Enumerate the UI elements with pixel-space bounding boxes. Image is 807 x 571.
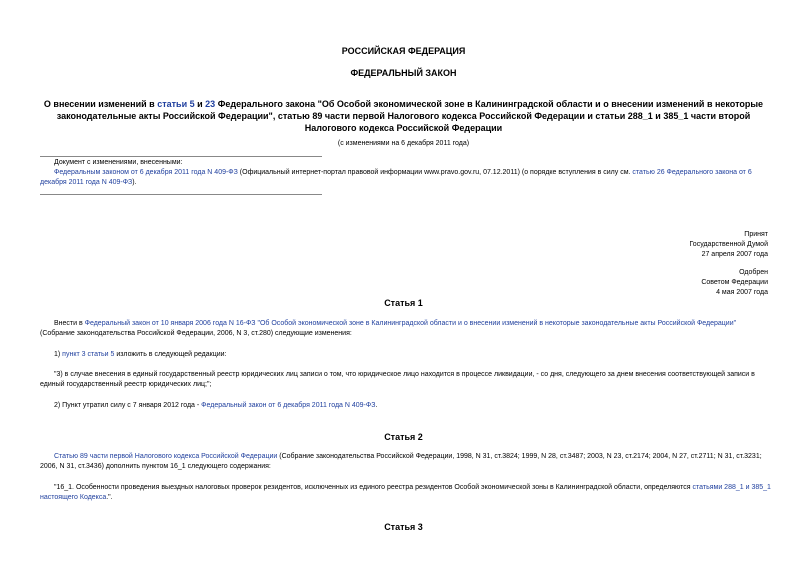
item-2-pre: 2) Пункт утратил силу с 7 января 2012 года - (54, 402, 202, 409)
approved-block (701, 268, 768, 298)
country-heading: РОССИЙСКАЯ ФЕДЕРАЦИЯ (341, 46, 466, 56)
adopted-line2: Государственной Думой (689, 241, 768, 248)
changes-text-end: ). (132, 179, 137, 186)
law-type-heading: ФЕДЕРАЛЬНЫЙ ЗАКОН (350, 68, 457, 78)
approved-line3: 4 мая 2007 года (716, 289, 768, 296)
article-2-intro (40, 452, 771, 472)
article-1-intro (40, 319, 771, 339)
title-text-mid1: и (194, 99, 206, 109)
article-1-item-1 (54, 350, 227, 360)
article-3-heading: Статья 3 (384, 522, 423, 532)
article-1-item-2 (54, 401, 377, 411)
document-title (40, 98, 767, 134)
item-1-pre: 1) (54, 351, 63, 358)
item-1-post: изложить в следующей редакции: (114, 351, 227, 358)
divider-bottom (40, 194, 322, 195)
article-2-quote-pre: "16_1. Особенности проведения выездных налоговых проверок резидентов, исключенных из единого реестра резидентов Особой экономической зоны в Калининградской области, определяются (54, 484, 693, 491)
title-text-rest: Федерального закона "Об Особой экономической зоне в Калининградской области и о внесении изменений в некоторые законодательные акты Российской Федерации", статью 89 части первой Налогового кодекса Российской Федерации и статьи 288_1 и 385_1 части второй Налогового кодекса Российской Федерации (56, 99, 764, 133)
article-1-intro-post: (Собрание законодательства Российской Федерации, 2006, N 3, ст.280) следующие изменения: (40, 330, 352, 337)
article-2-quote-post: .". (106, 494, 113, 501)
adopted-block (689, 230, 768, 260)
adopted-line3: 27 апреля 2007 года (701, 251, 768, 258)
changes-label: Документ с изменениями, внесенными: (54, 159, 183, 166)
adopted-line1: Принят (744, 231, 768, 238)
item-2-post: . (375, 402, 378, 409)
article-2-intro-post: (Собрание законодательства Российской Федерации, 1998, N 31, ст.3824; 1999, N 28, ст.3487; 2003, N 23, ст.2174; 2004, N 27, ст.2711; N 31, ст.3231; 2006, N 31, ст.3436) дополнить пунктом 16_1 следующего содержания: (40, 453, 762, 470)
changes-link-409fz[interactable]: Федеральным законом от 6 декабря 2011 года N 409-ФЗ (54, 169, 238, 176)
article-2-heading: Статья 2 (384, 432, 423, 442)
title-link-article-5[interactable]: статьи 5 (157, 99, 195, 109)
article-1-quote: "3) в случае внесения в единый государственный реестр юридических лиц записи о том, что юридическое лицо находится в процессе ликвидации, - со дня, следующего за днем внесения соответствующей записи в единый государственный реестр юридических лиц;"; (40, 371, 755, 388)
article-1-heading: Статья 1 (384, 298, 423, 308)
changes-link-article-26[interactable]: статью 26 Федерального закона от 6 декабря 2011 года N 409-ФЗ (40, 169, 752, 186)
article-2-quote (40, 483, 771, 503)
item-2-link-409fz[interactable]: Федеральный закон от 6 декабря 2011 года N 409-ФЗ (201, 402, 376, 409)
divider-top (40, 156, 322, 157)
changes-text-middle: (Официальный интернет-портал правовой информации www.pravo.gov.ru, 07.12.2011) (о порядке вступления в силу см. (237, 169, 633, 176)
article-2-articles-link[interactable]: статьями 288_1 и 385_1 настоящего Кодекса (40, 484, 771, 501)
changes-text (40, 168, 771, 188)
title-link-article-23[interactable]: 23 (205, 99, 216, 109)
title-text-pre: О внесении изменений в (43, 99, 158, 109)
article-2-tax-code-link[interactable]: Статью 89 части первой Налогового кодекса Российской Федерации (54, 453, 278, 460)
approved-line1: Одобрен (739, 269, 768, 276)
item-1-link-point-3[interactable]: пункт 3 статьи 5 (62, 351, 115, 358)
edition-note: (с изменениями на 6 декабря 2011 года) (337, 140, 470, 147)
article-1-intro-pre: Внести в (54, 320, 85, 327)
approved-line2: Советом Федерации (701, 279, 768, 286)
article-1-law-link[interactable]: Федеральный закон от 10 января 2006 года N 16-ФЗ "Об Особой экономической зоне в Калининградской области и о внесении изменений в некоторые законодательные акты Российской Федерации" (84, 320, 737, 327)
